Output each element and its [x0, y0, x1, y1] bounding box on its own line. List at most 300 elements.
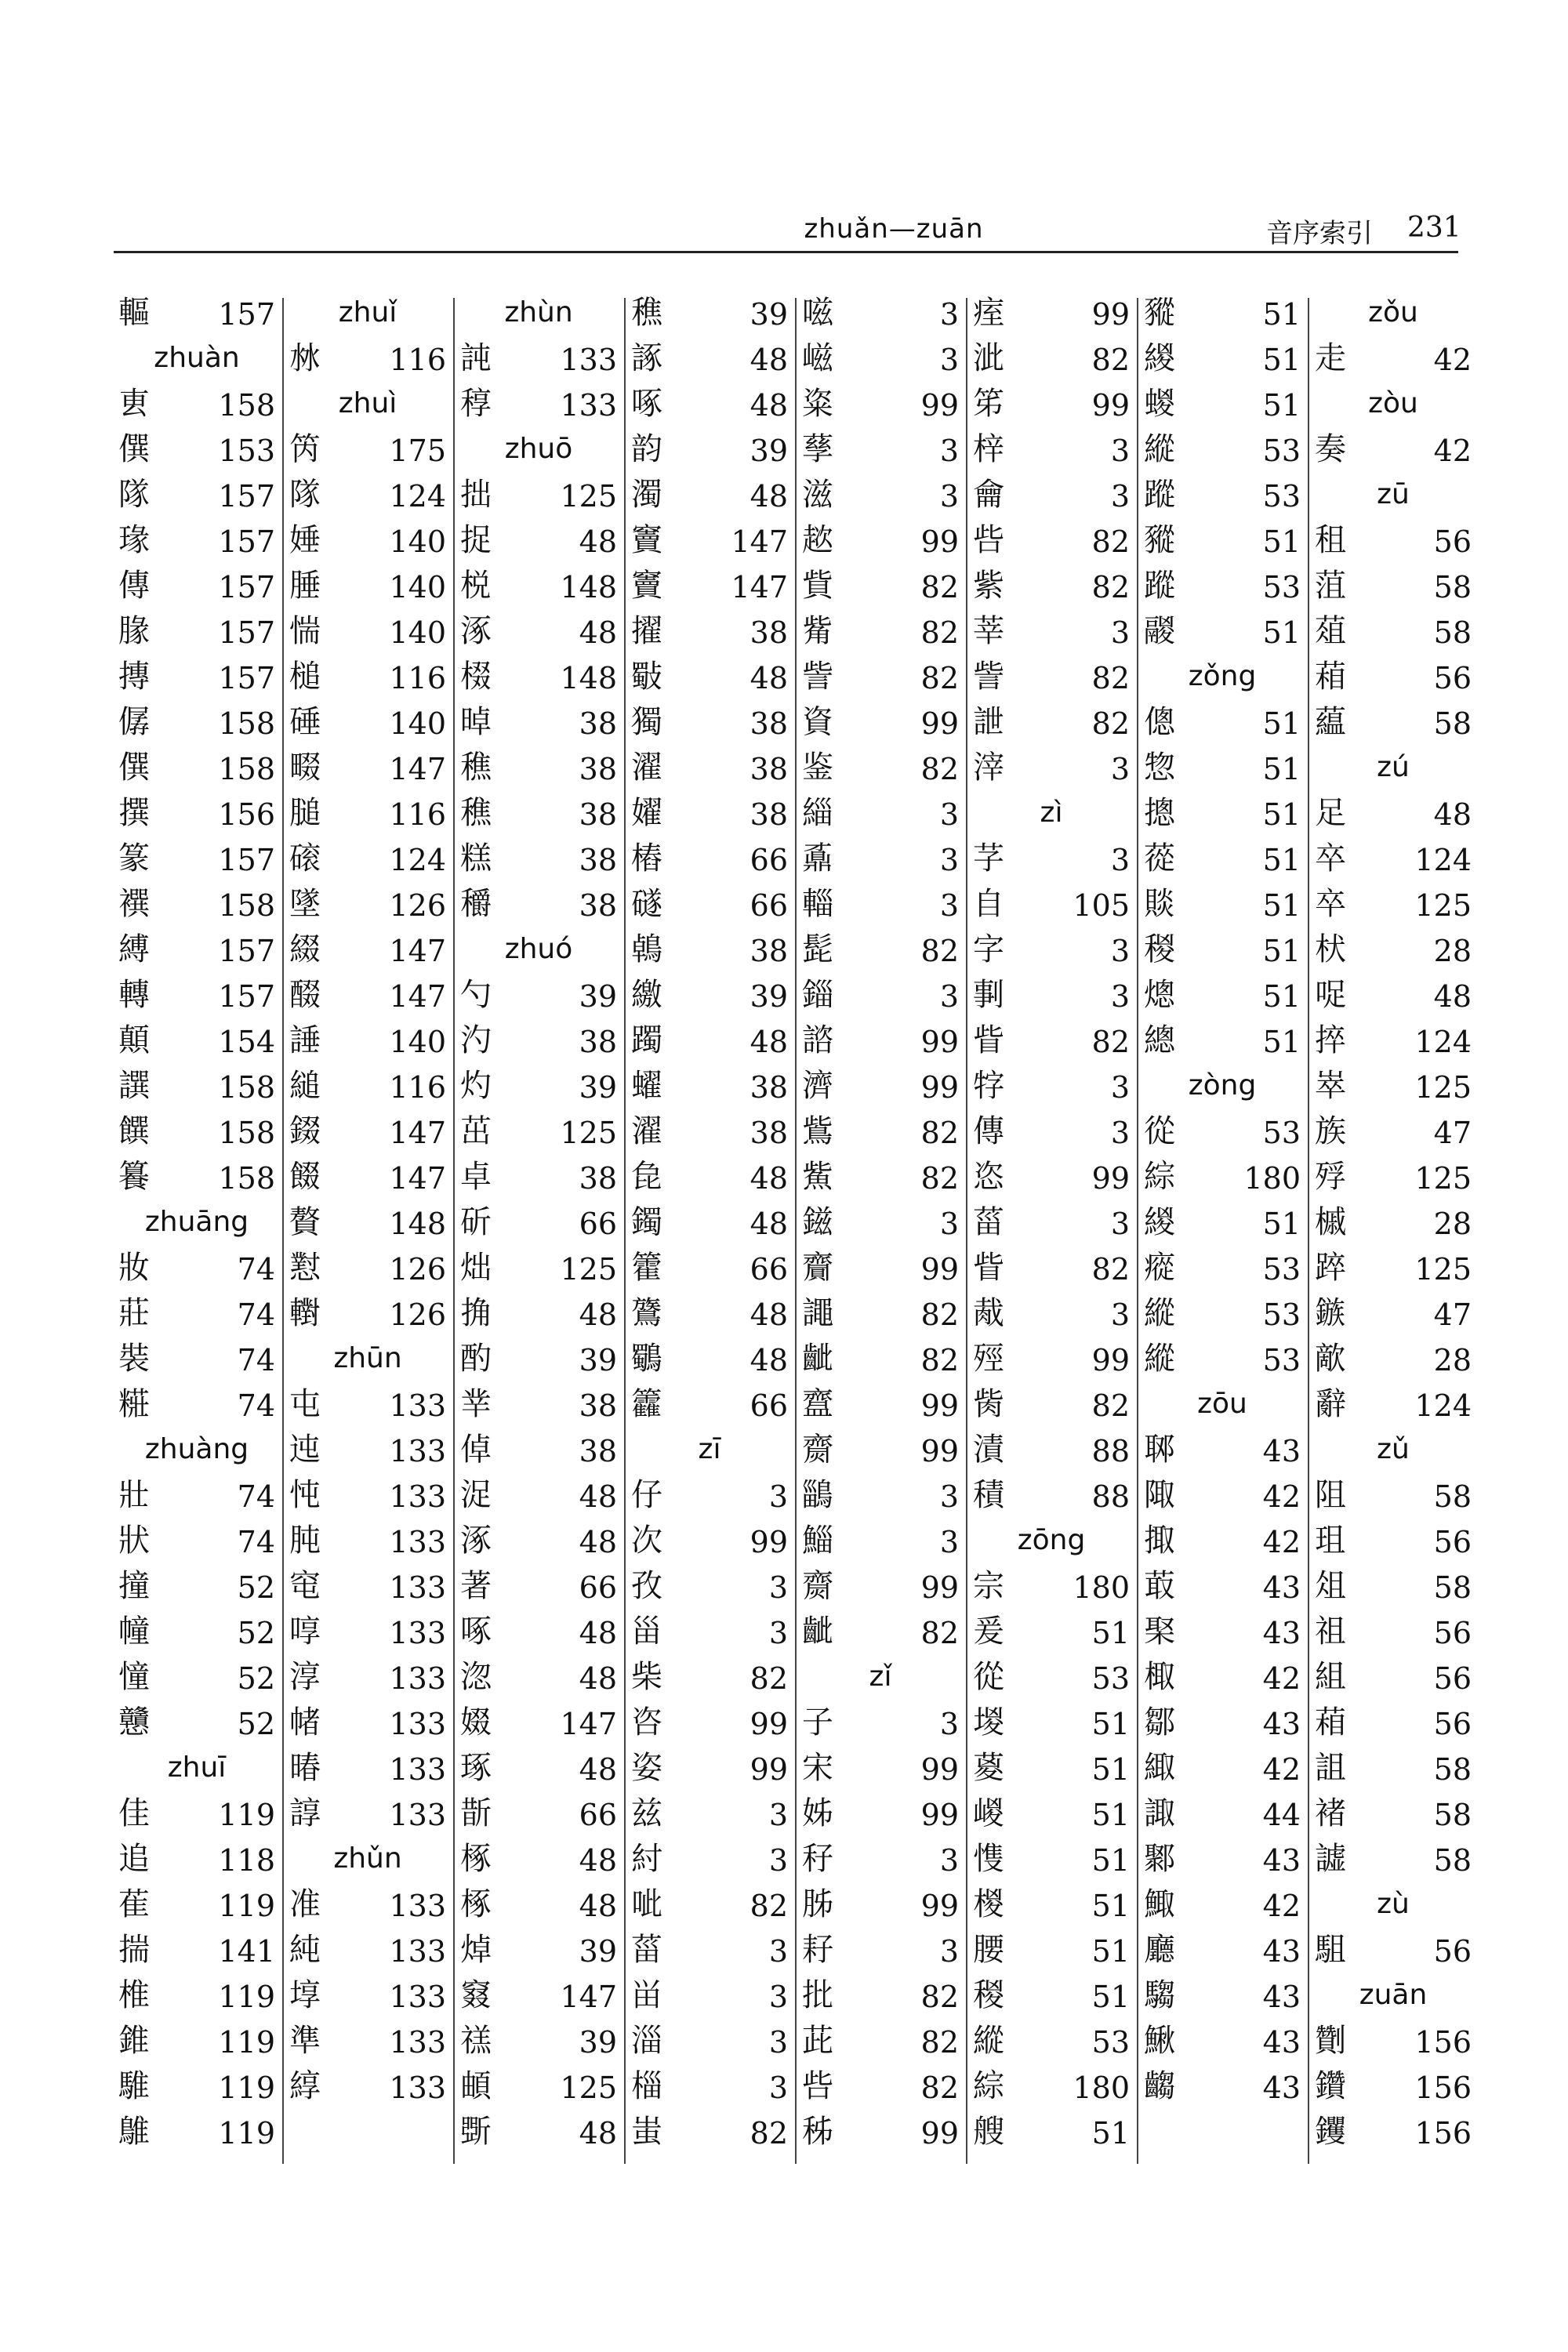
entry-page-number: 158 — [218, 1161, 275, 1196]
entry-page-number: 52 — [237, 1661, 275, 1696]
entry-character: 淴 — [460, 1659, 492, 1695]
entry-character: 棷 — [1144, 1659, 1175, 1695]
entry-character: 準 — [289, 2023, 321, 2059]
index-entry — [1139, 608, 1305, 654]
index-entry — [968, 881, 1134, 927]
entry-page-number: 58 — [1433, 615, 1472, 650]
entry-character: 捔 — [460, 1295, 492, 1331]
index-entry — [1139, 1927, 1305, 1973]
entry-character: 觜 — [802, 613, 833, 649]
index-entry — [1139, 1200, 1305, 1245]
entry-page-number: 82 — [920, 2071, 959, 2105]
column-divider — [453, 298, 455, 2164]
entry-page-number: 51 — [1091, 2116, 1130, 2151]
entry-page-number: 140 — [389, 706, 446, 741]
entry-page-number: 53 — [1262, 479, 1301, 514]
index-entry — [114, 1563, 280, 1609]
entry-page-number: 124 — [1414, 1388, 1472, 1423]
entry-character: 詍 — [973, 704, 1004, 740]
entry-character: 緵 — [1144, 1204, 1175, 1240]
index-entry — [797, 972, 964, 1018]
entry-page-number: 66 — [750, 1388, 788, 1423]
index-entry — [1139, 2063, 1305, 2109]
entry-character: 縱 — [973, 2023, 1004, 2059]
index-entry — [456, 699, 622, 745]
entry-character: 輜 — [802, 886, 833, 922]
index-entry — [1139, 1791, 1305, 1836]
index-entry — [1139, 1973, 1305, 2018]
entry-page-number: 133 — [560, 343, 617, 377]
entry-character: 窀 — [289, 1568, 321, 1604]
entry-character: 瘲 — [1144, 1250, 1175, 1286]
index-entry — [968, 1472, 1134, 1518]
index-entry — [285, 654, 451, 699]
entry-character: 籱 — [631, 1386, 662, 1422]
index-entry — [968, 1109, 1134, 1154]
entry-page-number: 39 — [750, 434, 788, 468]
entry-character: 趑 — [802, 522, 833, 558]
index-entry — [626, 1745, 793, 1791]
index-entry — [1310, 563, 1476, 608]
entry-page-number: 158 — [218, 1116, 275, 1150]
entry-character: 隊 — [118, 477, 150, 513]
entry-character: 炪 — [460, 1250, 492, 1286]
entry-character: 縋 — [289, 1068, 321, 1104]
entry-character: 嵫 — [802, 340, 833, 376]
entry-page-number: 48 — [579, 1752, 617, 1787]
index-entry — [797, 381, 964, 426]
index-entry — [968, 2063, 1134, 2109]
entry-character: 齍 — [802, 1386, 833, 1422]
index-entry — [456, 1154, 622, 1200]
entry-character: 鄒 — [1144, 1704, 1175, 1740]
index-entry — [456, 1018, 622, 1063]
entry-page-number: 147 — [731, 524, 788, 559]
index-entry — [456, 1563, 622, 1609]
entry-page-number: 3 — [768, 1479, 788, 1514]
entry-page-number: 133 — [389, 1889, 446, 1923]
index-entry — [968, 1791, 1134, 1836]
entry-character: 酌 — [460, 1341, 492, 1377]
index-entry — [797, 1745, 964, 1791]
index-entry — [626, 1654, 793, 1700]
index-entry — [1310, 336, 1476, 381]
entry-character: 佳 — [118, 1795, 150, 1831]
entry-character: 擢 — [631, 613, 662, 649]
entry-character: 綜 — [1144, 1159, 1175, 1195]
entry-character: 剚 — [973, 977, 1004, 1013]
pinyin-heading: zhuàng — [144, 1433, 249, 1465]
index-entry — [114, 290, 280, 336]
entry-character: 撞 — [118, 1568, 150, 1604]
entry-character: 詛 — [1315, 1750, 1346, 1786]
entry-page-number: 48 — [750, 388, 788, 423]
entry-page-number: 148 — [389, 1207, 446, 1241]
entry-character: 汋 — [460, 1022, 492, 1058]
index-entry — [797, 1427, 964, 1472]
index-column-1 — [114, 290, 280, 2154]
entry-page-number: 3 — [768, 2025, 788, 2060]
entry-character: 轉 — [118, 977, 150, 1013]
entry-character: 葙 — [1315, 1704, 1346, 1740]
index-entry — [626, 2063, 793, 2109]
entry-page-number: 51 — [1262, 1025, 1301, 1059]
index-entry — [114, 881, 280, 927]
entry-page-number: 125 — [560, 1252, 617, 1287]
index-entry — [285, 1927, 451, 1973]
index-entry — [1310, 2109, 1476, 2154]
entry-page-number: 3 — [1110, 934, 1130, 968]
entry-page-number: 44 — [1262, 1798, 1301, 1832]
index-entry — [114, 1791, 280, 1836]
entry-character: 齜 — [802, 1341, 833, 1377]
entry-page-number: 141 — [218, 1934, 275, 1969]
index-entry — [1310, 1245, 1476, 1290]
entry-character: 足 — [1315, 795, 1346, 831]
entry-page-number: 51 — [1262, 843, 1301, 877]
entry-page-number: 133 — [389, 1434, 446, 1468]
section-title: 音序索引 — [1266, 218, 1373, 249]
index-entry — [968, 472, 1134, 517]
entry-page-number: 51 — [1262, 615, 1301, 650]
entry-character: 兹 — [631, 1795, 662, 1831]
entry-character: 子 — [802, 1704, 833, 1740]
entry-character: 槌 — [289, 659, 321, 695]
entry-page-number: 116 — [389, 343, 446, 377]
index-entry — [797, 790, 964, 836]
entry-page-number: 3 — [768, 1616, 788, 1650]
entry-page-number: 119 — [218, 1980, 275, 2014]
entry-character: 漬 — [973, 1432, 1004, 1468]
entry-character: 焯 — [460, 1932, 492, 1968]
entry-page-number: 51 — [1091, 1843, 1130, 1878]
index-entry — [114, 426, 280, 472]
entry-page-number: 66 — [579, 1207, 617, 1241]
index-entry — [797, 563, 964, 608]
index-entry — [968, 1018, 1134, 1063]
entry-character: 鵻 — [118, 2114, 150, 2150]
entry-character: 劗 — [1315, 2023, 1346, 2059]
index-entry — [1139, 1018, 1305, 1063]
index-entry — [114, 472, 280, 517]
entry-character: 譝 — [802, 1295, 833, 1331]
entry-character: 鼒 — [802, 840, 833, 877]
index-entry — [114, 699, 280, 745]
entry-page-number: 39 — [750, 297, 788, 332]
entry-page-number: 133 — [389, 1661, 446, 1696]
index-entry — [1310, 790, 1476, 836]
index-entry — [626, 2018, 793, 2063]
index-entry — [797, 1245, 964, 1290]
index-entry — [456, 1518, 622, 1563]
entry-character: 穛 — [631, 295, 662, 331]
entry-character: 秭 — [802, 2114, 833, 2150]
index-entry — [1139, 745, 1305, 790]
entry-character: 韵 — [631, 431, 662, 467]
index-entry — [114, 1109, 280, 1154]
entry-character: 菑 — [631, 1932, 662, 1968]
entry-page-number: 42 — [1262, 1525, 1301, 1559]
index-entry — [968, 745, 1134, 790]
entry-character: 贅 — [289, 1204, 321, 1240]
entry-character: 捽 — [1315, 1022, 1346, 1058]
entry-page-number: 51 — [1262, 888, 1301, 923]
index-entry — [456, 1427, 622, 1472]
index-entry — [114, 1290, 280, 1336]
entry-character: 勺 — [460, 977, 492, 1013]
entry-page-number: 48 — [579, 524, 617, 559]
index-entry — [1139, 1700, 1305, 1745]
entry-character: 積 — [973, 1477, 1004, 1513]
index-entry — [285, 2018, 451, 2063]
entry-character: 秄 — [802, 1841, 833, 1877]
index-entry — [626, 790, 793, 836]
entry-page-number: 126 — [389, 1252, 446, 1287]
entry-character: 娺 — [460, 1704, 492, 1740]
pinyin-heading: zhuō — [504, 433, 573, 465]
index-entry — [968, 290, 1134, 336]
entry-character: 腞 — [118, 613, 150, 649]
entry-page-number: 99 — [920, 2116, 959, 2151]
index-entry — [1310, 1336, 1476, 1381]
entry-page-number: 42 — [1262, 1889, 1301, 1923]
index-entry — [114, 1381, 280, 1427]
index-entry — [1310, 881, 1476, 927]
entry-page-number: 42 — [1433, 434, 1472, 468]
index-entry — [626, 927, 793, 972]
index-entry — [285, 745, 451, 790]
index-entry — [285, 1791, 451, 1836]
entry-character: 紫 — [973, 568, 1004, 604]
entry-page-number: 58 — [1433, 1570, 1472, 1605]
entry-page-number: 133 — [560, 388, 617, 423]
entry-page-number: 56 — [1433, 1934, 1472, 1969]
entry-page-number: 125 — [560, 2071, 617, 2105]
index-entry — [626, 290, 793, 336]
index-entry — [1139, 1609, 1305, 1654]
entry-character: 竇 — [631, 568, 662, 604]
entry-character: 齌 — [802, 1568, 833, 1604]
index-entry — [456, 1700, 622, 1745]
pinyin-heading: zǒu — [1368, 296, 1418, 328]
entry-character: 宗 — [973, 1568, 1004, 1604]
index-entry — [456, 790, 622, 836]
index-entry — [626, 881, 793, 927]
index-entry — [1139, 1563, 1305, 1609]
index-entry — [456, 1200, 622, 1245]
index-entry — [114, 1518, 280, 1563]
index-entry — [456, 1609, 622, 1654]
entry-page-number: 3 — [1110, 752, 1130, 786]
entry-page-number: 119 — [218, 1889, 275, 1923]
entry-character: 鵫 — [631, 931, 662, 967]
entry-page-number: 39 — [579, 2025, 617, 2060]
entry-page-number: 51 — [1091, 1798, 1130, 1832]
entry-character: 糚 — [118, 1386, 150, 1422]
entry-page-number: 51 — [1262, 797, 1301, 832]
index-entry — [1310, 608, 1476, 654]
entry-character: 綴 — [289, 931, 321, 967]
index-entry — [285, 1018, 451, 1063]
entry-page-number: 56 — [1433, 1616, 1472, 1650]
entry-character: 啄 — [631, 386, 662, 422]
entry-character: 頔 — [460, 2068, 492, 2104]
entry-character: 甾 — [631, 1613, 662, 1650]
entry-character: 堫 — [973, 1704, 1004, 1740]
index-entry — [1310, 927, 1476, 972]
index-entry — [114, 1654, 280, 1700]
entry-character: 腰 — [973, 1932, 1004, 1968]
entry-page-number: 99 — [750, 1525, 788, 1559]
index-entry — [1139, 1427, 1305, 1472]
entry-page-number: 3 — [939, 797, 959, 832]
entry-character: 資 — [802, 704, 833, 740]
index-entry — [285, 336, 451, 381]
entry-character: 著 — [460, 1568, 492, 1604]
entry-page-number: 133 — [389, 1980, 446, 2014]
entry-character: 諑 — [631, 340, 662, 376]
entry-character: 晫 — [460, 704, 492, 740]
entry-character: 斮 — [460, 1795, 492, 1831]
entry-character: 菆 — [1144, 1568, 1175, 1604]
entry-page-number: 99 — [920, 1070, 959, 1105]
index-entry — [285, 1200, 451, 1245]
entry-page-number: 51 — [1091, 1934, 1130, 1969]
index-column-3 — [456, 290, 622, 2154]
entry-character: 滓 — [973, 750, 1004, 786]
entry-character: 椓 — [460, 1886, 492, 1922]
index-entry — [1310, 2018, 1476, 2063]
entry-page-number: 118 — [218, 1843, 275, 1878]
entry-character: 菑 — [973, 1204, 1004, 1240]
entry-character: 戇 — [118, 1704, 150, 1740]
pinyin-heading: zhuì — [338, 387, 397, 419]
entry-character: 葼 — [973, 1750, 1004, 1786]
index-entry — [797, 1836, 964, 1882]
index-entry — [1139, 1472, 1305, 1518]
entry-page-number: 66 — [579, 1798, 617, 1832]
entry-page-number: 74 — [237, 1479, 275, 1514]
entry-character: 惴 — [289, 613, 321, 649]
index-entry — [626, 381, 793, 426]
entry-character: 鴜 — [802, 1113, 833, 1149]
entry-page-number: 99 — [1091, 1161, 1130, 1196]
index-column-6 — [968, 290, 1134, 2154]
entry-character: 貲 — [802, 568, 833, 604]
entry-page-number: 38 — [750, 1070, 788, 1105]
entry-page-number: 119 — [218, 2071, 275, 2105]
index-entry — [797, 1927, 964, 1973]
entry-page-number: 147 — [560, 1707, 617, 1741]
entry-page-number: 82 — [920, 2025, 959, 2060]
index-entry — [968, 927, 1134, 972]
index-entry — [968, 1063, 1134, 1109]
entry-character: 鸀 — [631, 1341, 662, 1377]
index-entry — [626, 426, 793, 472]
entry-page-number: 52 — [237, 1707, 275, 1741]
entry-character: 鮆 — [802, 1159, 833, 1195]
index-entry — [797, 1973, 964, 2018]
entry-character: 鬷 — [1144, 613, 1175, 649]
entry-character: 倬 — [460, 1432, 492, 1468]
entry-page-number: 39 — [579, 979, 617, 1014]
entry-page-number: 82 — [750, 1889, 788, 1923]
index-entry — [285, 1518, 451, 1563]
entry-character: 縛 — [118, 931, 150, 967]
entry-character: 屯 — [289, 1386, 321, 1422]
index-entry — [114, 790, 280, 836]
entry-page-number: 124 — [1414, 843, 1472, 877]
index-entry — [456, 1927, 622, 1973]
index-entry — [797, 2063, 964, 2109]
index-entry — [1139, 1109, 1305, 1154]
entry-character: 斀 — [631, 659, 662, 695]
index-entry — [626, 1200, 793, 1245]
index-entry — [968, 1336, 1134, 1381]
index-entry — [285, 1563, 451, 1609]
entry-character: 僎 — [118, 750, 150, 786]
entry-character: 次 — [631, 1523, 662, 1559]
entry-page-number: 51 — [1091, 1616, 1130, 1650]
entry-page-number: 38 — [579, 888, 617, 923]
entry-page-number: 3 — [1110, 979, 1130, 1014]
pinyin-heading: zhǔn — [333, 1842, 402, 1875]
index-entry — [968, 1381, 1134, 1427]
index-entry — [456, 654, 622, 699]
index-entry — [114, 1063, 280, 1109]
index-entry — [114, 1882, 280, 1927]
index-entry — [1139, 563, 1305, 608]
entry-page-number: 66 — [579, 1570, 617, 1605]
entry-page-number: 39 — [579, 1070, 617, 1105]
index-entry — [285, 517, 451, 563]
entry-character: 樁 — [631, 840, 662, 877]
index-entry — [626, 1063, 793, 1109]
entry-character: 瑑 — [118, 522, 150, 558]
entry-page-number: 42 — [1262, 1479, 1301, 1514]
entry-character: 轛 — [289, 1295, 321, 1331]
entry-page-number: 125 — [560, 1116, 617, 1150]
index-column-5 — [797, 290, 964, 2154]
entry-character: 牸 — [973, 1068, 1004, 1104]
entry-page-number: 52 — [237, 1570, 275, 1605]
entry-character: 辭 — [1315, 1386, 1346, 1422]
entry-page-number: 157 — [218, 297, 275, 332]
entry-page-number: 3 — [768, 1798, 788, 1832]
entry-page-number: 3 — [768, 2071, 788, 2105]
index-entry — [285, 472, 451, 517]
index-entry — [797, 426, 964, 472]
index-entry — [626, 1245, 793, 1290]
page-number: 231 — [1407, 212, 1461, 244]
entry-character: 鏃 — [1315, 1295, 1346, 1331]
column-divider — [1137, 298, 1138, 2164]
index-entry — [968, 1427, 1134, 1472]
entry-character: 胾 — [973, 1295, 1004, 1331]
index-entry — [1310, 1154, 1476, 1200]
pinyin-heading: zù — [1377, 1888, 1410, 1920]
entry-page-number: 53 — [1091, 2025, 1130, 2060]
index-entry — [797, 836, 964, 881]
index-entry — [1139, 472, 1305, 517]
index-entry — [1139, 517, 1305, 563]
index-entry — [114, 2063, 280, 2109]
entry-page-number: 51 — [1262, 752, 1301, 786]
entry-character: 卒 — [1315, 840, 1346, 877]
entry-character: 顛 — [118, 1022, 150, 1058]
entry-page-number: 125 — [1414, 1161, 1472, 1196]
index-entry — [797, 1609, 964, 1654]
